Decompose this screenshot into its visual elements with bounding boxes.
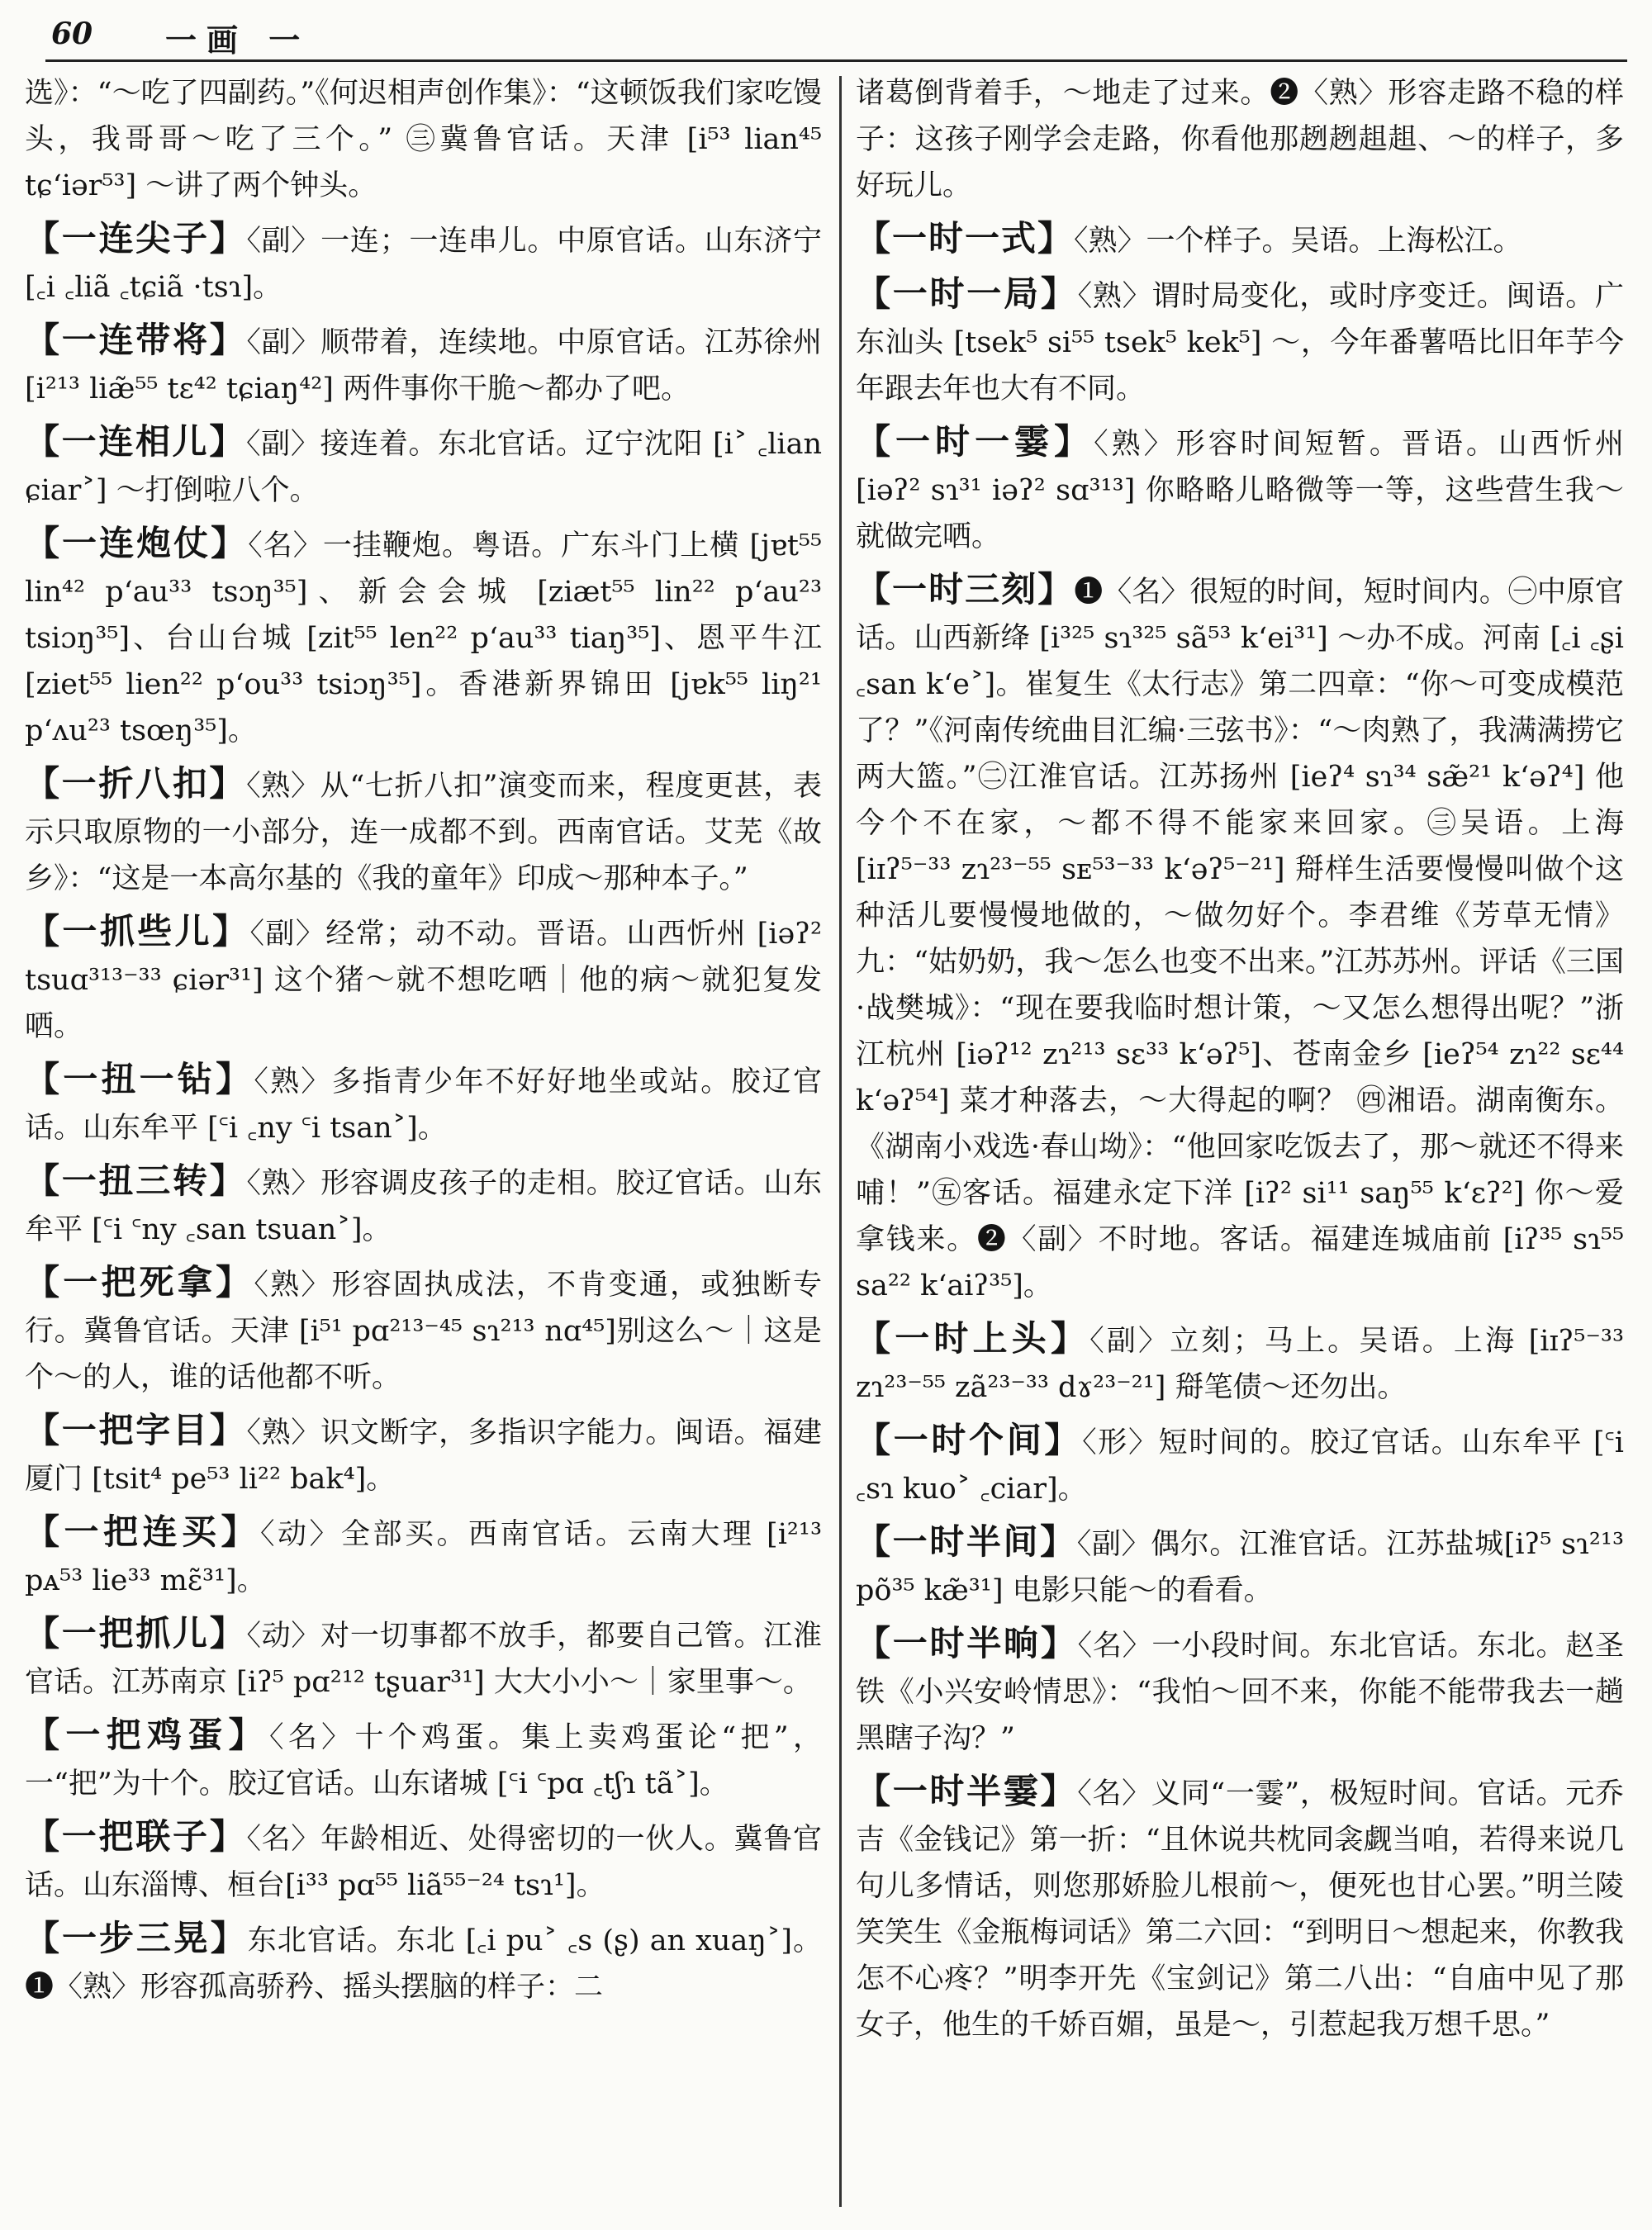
- entry-definition: 〈名〉义同“一霎”，极短时间。官话。元乔吉《金钱记》第一折：“且休说共枕同衾觑当咱，若得来说几句儿多情话，则您那娇脸儿根前～，便死也甘心罢。”明兰陵笑笑生《金瓶梅词话》第二六回：“到明日～想起来，你教我怎不心疼？”明李开先《宝剑记》第二八出：“自庙中见了那女子，他生的千娇百媚，虽是～，引惹起我万想千思。”: [856, 1777, 1624, 2042]
- entry-headword: 【一连带将】: [25, 320, 247, 360]
- entry-definition: 〈熟〉一个样子。吴语。上海松江。: [1074, 225, 1522, 258]
- entry-headword: 【一连相儿】: [25, 421, 246, 462]
- column-divider: [839, 76, 842, 2207]
- entry-headword: 【一时个间】: [856, 1420, 1083, 1460]
- dictionary-entry: [856, 271, 1624, 412]
- dictionary-entry: [856, 216, 1624, 264]
- dictionary-entry: [25, 1407, 822, 1502]
- entry-headword: 【一时上头】: [856, 1318, 1090, 1359]
- dictionary-entry: [856, 1417, 1624, 1512]
- dictionary-entry: [25, 1260, 822, 1401]
- entry-definition: 〈副〉顺带着，连续地。中原官话。江苏徐州 [i²¹³ liæ̃⁵⁵ tɛ⁴² tɕiaŋ⁴²] 两件事你干脆～都办了吧。: [25, 326, 822, 406]
- dictionary-entry: [25, 419, 822, 514]
- dictionary-entry: [25, 1814, 822, 1909]
- radical-label: 一画 一: [165, 21, 311, 59]
- entry-definition: 〈副〉经常；动不动。晋语。山西忻州 [iəʔ² tsuɑ³¹³⁻³³ ɕiər³¹] 这个猪～就不想吃哂｜他的病～就犯复发哂。: [25, 918, 822, 1043]
- entry-headword: 【一抓些儿】: [25, 911, 250, 951]
- entry-headword: 【一时一式】: [856, 218, 1075, 259]
- right-column: [856, 70, 1624, 2055]
- entry-definition: 诸葛倒背着手，～地走了过来。❷〈熟〉形容走路不稳的样子：这孩子刚学会走路，你看他那趔趔趄趄、～的样子，多好玩儿。: [856, 77, 1624, 202]
- dictionary-entry: [25, 1611, 822, 1706]
- dictionary-entry: [25, 909, 822, 1050]
- entry-definition: ❶〈名〉很短的时间，短时间内。㊀中原官话。山西新绛 [i³²⁵ sɿ³²⁵ sã⁵³ k‘ei³¹] ～办不成。河南 [꜀i ꜀ʂi ꜀san k‘e˃]。崔复生《太行志》第二四章：“你～可变成模范了？”《河南传统曲目汇编·三弦书》：“～肉熟了，我满满捞它两大篮。”㊁江淮官话。江苏扬州 [ieʔ⁴ sɿ³⁴ sæ̃²¹ k‘əʔ⁴] 他今个不在家，～都不得不能家来回家。㊂吴语。上海 [iɪʔ⁵⁻³³ zɿ²³⁻⁵⁵ sᴇ⁵³⁻³³ k‘əʔ⁵⁻²¹] 搿样生活要慢慢叫做个这种活儿要慢慢地做的，～做勿好个。李君维《芳草无情》九：“姑奶奶，我～怎么也变不出来。”江苏苏州。评话《三国·战樊城》：“现在要我临时想计策，～又怎么想得出呢？”浙江杭州 [iəʔ¹² zɿ²¹³ sɛ³³ k‘əʔ⁵]、苍南金乡 [ieʔ⁵⁴ zɿ²² sɛ⁴⁴ k‘əʔ⁵⁴] 菜才种落去，～大得起的啊？ ㊃湘语。湖南衡东。《湖南小戏选·春山坳》：“他回家吃饭去了，那～就还不得来哺！”㊄客话。福建永定下洋 [iʔ² si¹¹ saŋ⁵⁵ k‘ɛʔ²] 你～爱拿钱来。❷〈副〉不时地。客话。福建连城庙前 [iʔ³⁵ sɿ⁵⁵ sa²² k‘aiʔ³⁵]。: [856, 576, 1624, 1302]
- entry-headword: 【一时半霎】: [856, 1771, 1078, 1811]
- entry-headword: 【一步三晃】: [25, 1918, 248, 1958]
- entry-headword: 【一把抓儿】: [25, 1613, 247, 1654]
- entry-definition: 〈熟〉谓时局变化，或时序变迁。闽语。广东汕头 [tsek⁵ si⁵⁵ tsek⁵ kek⁵] ～，今年番薯唔比旧年芋今年跟去年也大有不同。: [856, 280, 1624, 406]
- dictionary-entry: [25, 1915, 822, 2010]
- entry-definition: 〈名〉十个鸡蛋。集上卖鸡蛋论“把”，一“把”为十个。胶辽官话。山东诸城 [꜂i ꜂pɑ ꜀tʃɿ tã˃]。: [25, 1721, 822, 1801]
- entry-headword: 【一时一霎】: [856, 421, 1094, 462]
- entry-definition: 〈熟〉从“七折八扣”演变而来，程度更甚，表示只取原物的一小部分，连一成都不到。西南官话。艾芜《故乡》：“这是一本高尔基的《我的童年》印成～那种本子。”: [25, 770, 822, 895]
- entry-definition: 〈副〉接连着。东北官话。辽宁沈阳 [i˃ ꜀lian ɕiar˃] ～打倒啦八个。: [25, 428, 822, 507]
- dictionary-entry: [25, 70, 822, 209]
- entry-headword: 【一把字目】: [25, 1410, 247, 1450]
- entry-definition: 〈形〉短时间的。胶辽官话。山东牟平 [꜂i ꜀sɿ kuo˃ ꜀ciar]。: [856, 1426, 1624, 1506]
- entry-headword: 【一把鸡蛋】: [25, 1715, 270, 1755]
- dictionary-entry: [25, 1509, 822, 1604]
- entry-definition: 〈名〉年龄相近、处得密切的一伙人。冀鲁官话。山东淄博、桓台[i³³ pɑ⁵⁵ liã⁵⁵⁻²⁴ tsɿ¹]。: [25, 1823, 822, 1902]
- dictionary-entry: [25, 520, 822, 754]
- dictionary-entry: [856, 1519, 1624, 1614]
- dictionary-entry: [856, 567, 1624, 1309]
- header-rule: [45, 59, 1627, 62]
- entry-definition: 〈熟〉多指青少年不好好地坐或站。胶辽官话。山东牟平 [꜂i ꜀ny ꜂i tsan˃]。: [25, 1065, 822, 1145]
- entry-definition: 〈副〉偶尔。江淮官话。江苏盐城[iʔ⁵ sɿ²¹³ põ³⁵ kæ̃³¹] 电影只能～的看看。: [856, 1528, 1624, 1607]
- page-number: 60: [51, 17, 93, 51]
- entry-headword: 【一折八扣】: [25, 763, 247, 804]
- entry-definition: 〈熟〉形容固执成法，不肯变通，或独断专行。冀鲁官话。天津 [i⁵¹ pɑ²¹³⁻⁴⁵ sɿ²¹³ nɑ⁴⁵]别这么～｜这是个～的人，谁的话他都不听。: [25, 1269, 822, 1394]
- dictionary-entry: [856, 1620, 1624, 1762]
- entry-headword: 【一时一局】: [856, 273, 1078, 314]
- dictionary-entry: [856, 70, 1624, 209]
- left-column: [25, 70, 822, 2017]
- entry-headword: 【一连炮仗】: [25, 523, 249, 563]
- entry-definition: 东北官话。东北 [꜀i pu˃ ꜀s (ʂ) an xuaŋ˃]。❶〈熟〉形容孤高骄矜、摇头摆脑的样子：二: [25, 1924, 822, 2004]
- page-header: [0, 0, 1652, 66]
- entry-headword: 【一扭一钻】: [25, 1059, 254, 1099]
- entry-headword: 【一时半晌】: [856, 1623, 1078, 1663]
- entry-definition: 〈熟〉形容时间短暂。晋语。山西忻州 [iəʔ² sɿ³¹ iəʔ² sɑ³¹³] 你略略儿略微等一等，这些营生我～就做完哂。: [856, 428, 1624, 553]
- entry-headword: 【一时半间】: [856, 1521, 1077, 1562]
- entry-headword: 【一把联子】: [25, 1816, 247, 1857]
- entry-definition: 〈动〉全部买。西南官话。云南大理 [i²¹³ pᴀ⁵³ lie³³ mɛ̃³¹]。: [25, 1518, 822, 1597]
- dictionary-entry: [856, 1768, 1624, 2048]
- dictionary-entry: [25, 216, 822, 311]
- entry-headword: 【一扭三转】: [25, 1160, 247, 1201]
- dictionary-entry: [25, 317, 822, 412]
- dictionary-entry: [25, 1712, 822, 1807]
- entry-definition: 〈熟〉识文断字，多指识字能力。闽语。福建厦门 [tsit⁴ pe⁵³ li²² bak⁴]。: [25, 1416, 822, 1496]
- entry-definition: 〈名〉一小段时间。东北官话。东北。赵圣铁《小兴安岭情思》：“我怕～回不来，你能不能带我去一趟黑瞎子沟？”: [856, 1630, 1624, 1755]
- dictionary-entry: [25, 1056, 822, 1151]
- dictionary-entry: [25, 761, 822, 902]
- entry-definition: 〈动〉对一切事都不放手，都要自己管。江淮官话。江苏南京 [iʔ⁵ pɑ²¹² tʂuar³¹] 大大小小～｜家里事～。: [25, 1620, 822, 1699]
- entry-definition: 〈副〉立刻；马上。吴语。上海 [iɪʔ⁵⁻³³ zɿ²³⁻⁵⁵ zã²³⁻³³ dɤ²³⁻²¹] 搿笔债～还勿出。: [856, 1325, 1624, 1404]
- entry-headword: 【一把死拿】: [25, 1262, 254, 1302]
- entry-headword: 【一把连买】: [25, 1511, 260, 1552]
- dictionary-entry: [25, 1158, 822, 1253]
- entry-definition: 〈名〉一挂鞭炮。粤语。广东斗门上横 [jɐt⁵⁵ lin⁴² p‘au³³ tsɔŋ³⁵]、新会会城 [ziæt⁵⁵ lin²² p‘au²³ tsiɔŋ³⁵]、台山台城 [zit⁵⁵ len²² p‘au³³ tiaŋ³⁵]、恩平牛江 [ziet⁵⁵ lien²² p‘ou³³ tsiɔŋ³⁵]。香港新界锦田 [jɐk⁵⁵ liŋ²¹ p‘ʌu²³ tsœŋ³⁵]。: [25, 529, 822, 747]
- entry-headword: 【一连尖子】: [25, 218, 247, 259]
- entry-definition: 〈熟〉形容调皮孩子的走相。胶辽官话。山东牟平 [꜂i ꜂ny ꜀san tsuan˃]。: [25, 1167, 822, 1246]
- dictionary-entry: [856, 419, 1624, 560]
- entry-definition: 选》：“～吃了四副药。”《何迟相声创作集》：“这顿饭我们家吃馒头，我哥哥～吃了三个。” ㊂冀鲁官话。天津 [i⁵³ lian⁴⁵ tɕ‘iər⁵³] ～讲了两个钟头。: [25, 77, 822, 202]
- dictionary-entry: [856, 1316, 1624, 1411]
- entry-headword: 【一时三刻】: [856, 569, 1075, 610]
- entry-definition: 〈副〉一连；一连串儿。中原官话。山东济宁 [꜀i ꜀liã ꜀tɕiã ·tsɿ]。: [25, 225, 822, 304]
